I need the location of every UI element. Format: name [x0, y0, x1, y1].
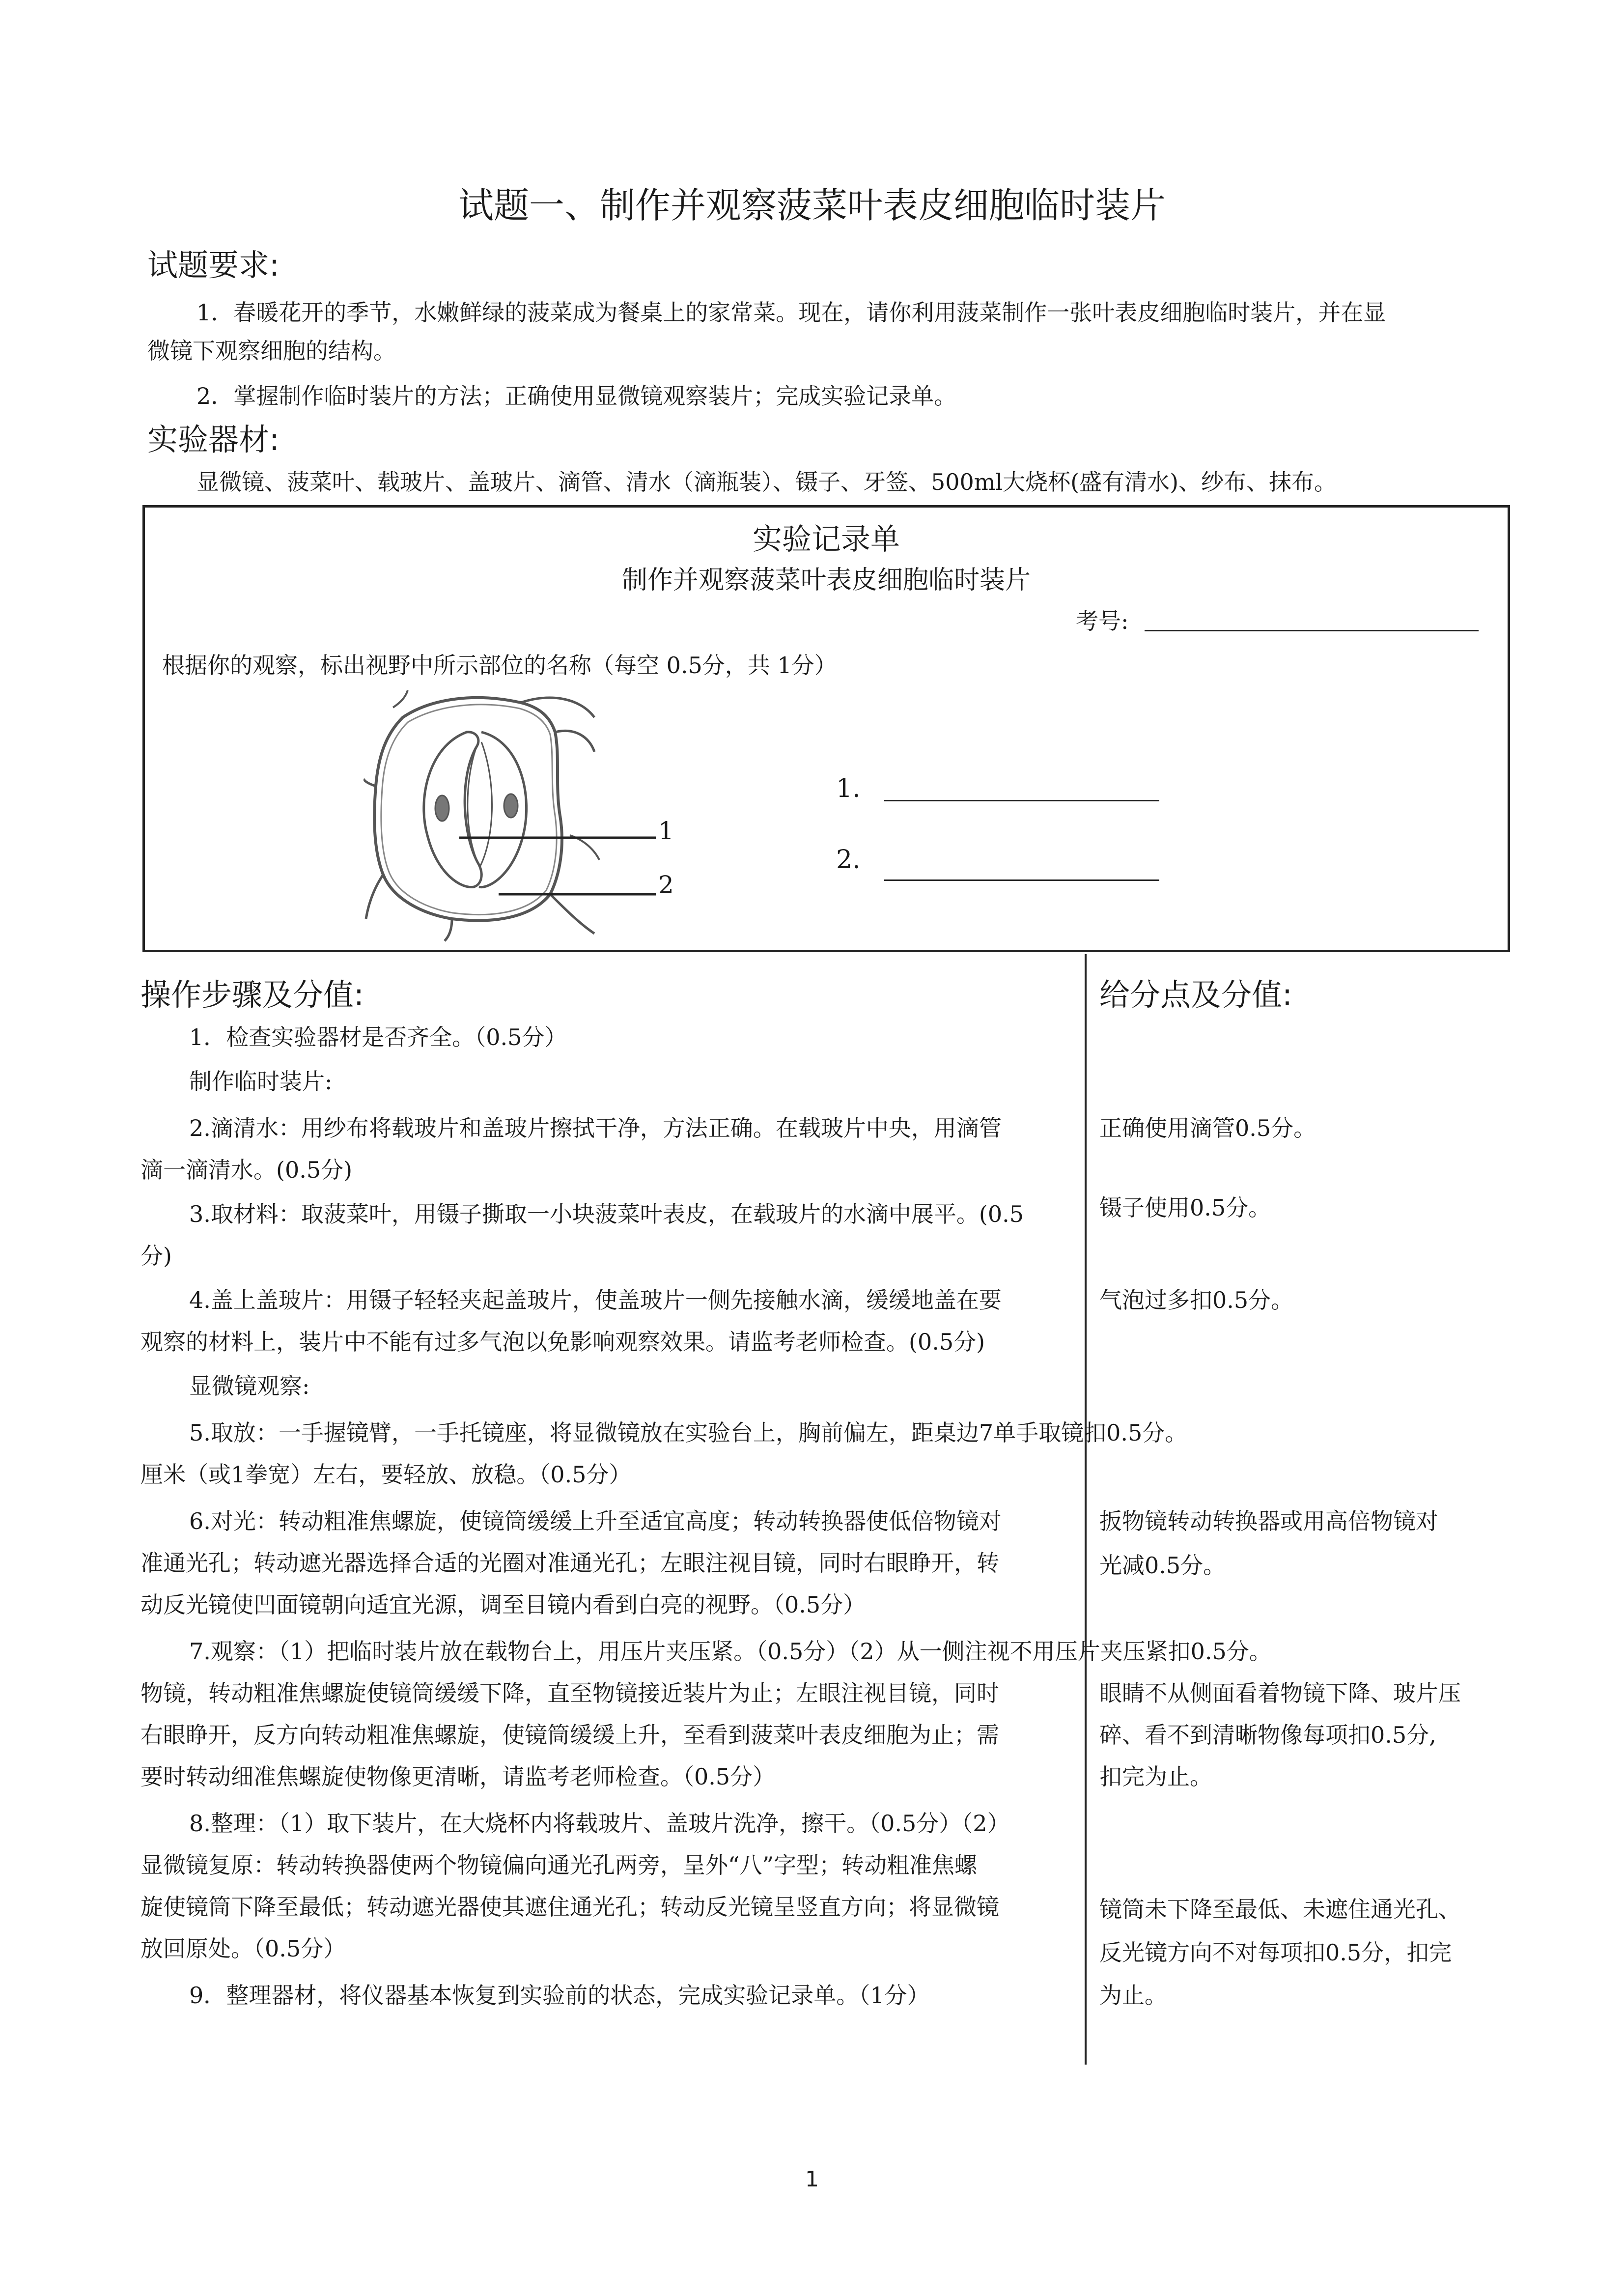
requirement-1-line-2: 微镜下观察细胞的结构。 [147, 338, 396, 364]
requirements-heading: 试题要求: [147, 247, 280, 283]
step-4-line-2: 观察的材料上，装片中不能有过多气泡以免影响观察效果。请监考老师检查。(0.5分) [140, 1329, 985, 1355]
answer-blank-1[interactable] [884, 800, 1159, 801]
step-9: 9．整理器材，将仪器基本恢复到实验前的状态，完成实验记录单。（1分） [189, 1982, 930, 2009]
record-sheet-subtitle: 制作并观察菠菜叶表皮细胞临时装片 [621, 566, 1031, 595]
column-divider [1085, 954, 1087, 2065]
page-title: 试题一、制作并观察菠菜叶表皮细胞临时装片 [458, 185, 1166, 226]
exam-number-label: 考号: [1076, 608, 1129, 634]
step-8-line-3: 旋使镜筒下降至最低；转动遮光器使其遮住通光孔；转动反光镜呈竖直方向；将显微镜 [140, 1894, 999, 1920]
scoring-step-6-line-2: 光减0.5分。 [1099, 1552, 1226, 1579]
step-8-line-1: 8.整理：（1）取下装片，在大烧杯内将载玻片、盖玻片洗净，擦干。（0.5分）（2） [189, 1810, 1010, 1837]
step-7-line-2: 物镜，转动粗准焦螺旋使镜筒缓缓下降，直至物镜接近装片为止；左眼注视目镜，同时 [140, 1680, 999, 1706]
answer-blank-1-number: 1. [836, 774, 861, 803]
step-8-line-4: 放回原处。（0.5分） [140, 1935, 346, 1962]
microscope-heading: 显微镜观察: [189, 1373, 310, 1399]
answer-blank-2[interactable] [884, 879, 1159, 881]
scoring-step-7-line-3: 扣完为止。 [1099, 1763, 1212, 1790]
scoring-heading: 给分点及分值: [1099, 977, 1292, 1013]
steps-heading: 操作步骤及分值: [140, 977, 364, 1013]
requirement-1-line-1: 1．春暖花开的季节，水嫩鲜绿的菠菜成为餐桌上的家常菜。现在，请你利用菠菜制作一张叶表皮细胞临时装片，并在显 [196, 299, 1386, 326]
scoring-step-2: 正确使用滴管0.5分。 [1099, 1115, 1316, 1141]
step-5-line-2: 厘米（或1拳宽）左右，要轻放、放稳。（0.5分） [140, 1461, 632, 1488]
scoring-step-8-line-2: 反光镜方向不对每项扣0.5分，扣完 [1099, 1939, 1452, 1966]
step-3-line-1: 3.取材料：取菠菜叶，用镊子撕取一小块菠菜叶表皮，在载玻片的水滴中展平。(0.5 [189, 1201, 1024, 1227]
step-5-line-1: 5.取放：一手握镜臂，一手托镜座，将显微镜放在实验台上，胸前偏左，距桌边7单手取镜扣0.5分。 [189, 1419, 1188, 1446]
record-sheet-title: 实验记录单 [753, 522, 900, 557]
step-2-line-2: 滴一滴清水。(0.5分) [140, 1157, 353, 1183]
requirement-2: 2．掌握制作临时装片的方法；正确使用显微镜观察装片；完成实验记录单。 [196, 383, 957, 409]
record-instruction: 根据你的观察，标出视野中所示部位的名称（每空 0.5分，共 1分） [162, 652, 837, 679]
materials-list: 显微镜、菠菜叶、载玻片、盖玻片、滴管、清水（滴瓶装）、镊子、牙签、500ml大烧杯(盛有清水)、纱布、抹布。 [196, 469, 1337, 495]
step-3-line-2: 分) [140, 1243, 172, 1269]
scoring-step-8-line-3: 为止。 [1099, 1982, 1167, 2009]
make-slide-heading: 制作临时装片: [189, 1068, 333, 1095]
materials-heading: 实验器材: [147, 422, 280, 457]
page-number: 1 [805, 2167, 819, 2192]
answer-blank-2-number: 2. [836, 845, 861, 875]
diagram-label-2: 2 [658, 871, 674, 899]
scoring-step-7-line-2: 碎、看不到清晰物像每项扣0.5分, [1099, 1722, 1436, 1748]
stoma-cell-diagram [364, 688, 698, 943]
scoring-step-6-line-1: 扳物镜转动转换器或用高倍物镜对 [1099, 1508, 1438, 1534]
scoring-step-8-line-1: 镜筒未下降至最低、未遮住通光孔、 [1099, 1896, 1461, 1923]
step-7-line-1: 7.观察：（1）把临时装片放在载物台上，用压片夹压紧。（0.5分）（2）从一侧注视不用压片夹压紧扣0.5分。 [189, 1638, 1272, 1665]
step-2-line-1: 2.滴清水：用纱布将载玻片和盖玻片擦拭干净，方法正确。在载玻片中央，用滴管 [189, 1115, 1002, 1141]
step-1: 1．检查实验器材是否齐全。（0.5分） [189, 1024, 567, 1050]
scoring-step-7-line-1: 眼睛不从侧面看着物镜下降、玻片压 [1099, 1680, 1461, 1706]
exam-number-line [1145, 630, 1479, 631]
diagram-label-1: 1 [658, 817, 674, 845]
scoring-step-3: 镊子使用0.5分。 [1099, 1194, 1271, 1221]
step-7-line-4: 要时转动细准焦螺旋使物像更清晰，请监考老师检查。（0.5分） [140, 1763, 776, 1790]
scoring-step-4: 气泡过多扣0.5分。 [1099, 1287, 1294, 1313]
step-6-line-1: 6.对光：转动粗准焦螺旋，使镜筒缓缓上升至适宜高度；转动转换器使低倍物镜对 [189, 1508, 1002, 1534]
step-6-line-2: 准通光孔；转动遮光器选择合适的光圈对准通光孔；左眼注视目镜，同时右眼睁开，转 [140, 1550, 999, 1576]
step-6-line-3: 动反光镜使凹面镜朝向适宜光源，调至目镜内看到白亮的视野。（0.5分） [140, 1591, 866, 1618]
step-8-line-2: 显微镜复原：转动转换器使两个物镜偏向通光孔两旁，呈外“八”字型；转动粗准焦螺 [140, 1852, 978, 1878]
step-4-line-1: 4.盖上盖玻片：用镊子轻轻夹起盖玻片，使盖玻片一侧先接触水滴，缓缓地盖在要 [189, 1287, 1002, 1313]
step-7-line-3: 右眼睁开，反方向转动粗准焦螺旋，使镜筒缓缓上升，至看到菠菜叶表皮细胞为止；需 [140, 1722, 999, 1748]
